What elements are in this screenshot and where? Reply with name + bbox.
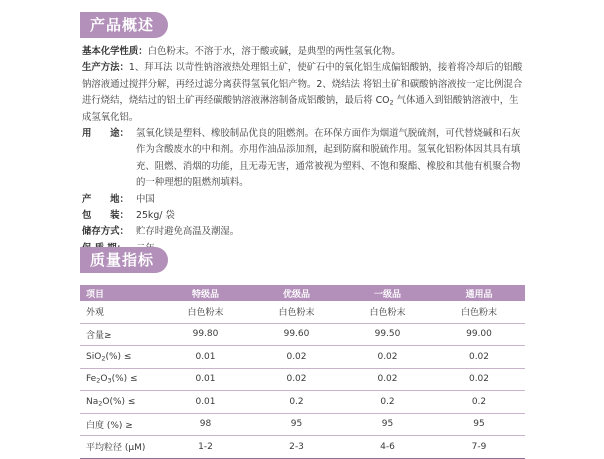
storage-text: 贮存时避免高温及潮湿。 (136, 226, 240, 238)
usage-text: 氢氧化镁是塑料、橡胶制品优良的阻燃剂。在环保方面作为烟道气脱硫剂，可代替烧碱和石灰作为含酸废水的中和剂。亦用作油品添加剂，起到防腐和脱硫作用。氢氧化铝粉体因其具有填充、阻燃、消烟的功能，且无毒无害，通常被视为塑料、不饱和聚酯、橡胶和其他有机聚合物的一种理想的阻燃剂填料。 (136, 128, 521, 189)
table-row (80, 323, 525, 346)
storage-row (82, 224, 527, 240)
formula-part: SiO (86, 351, 102, 362)
table-cell: 0.02 (433, 368, 525, 391)
usage-label: 用 途： (82, 128, 129, 140)
formula-subscript: 2 (98, 399, 103, 408)
table-cell: 0.01 (160, 368, 251, 391)
table-row (80, 346, 525, 369)
row-label-sio2 (80, 346, 160, 369)
formula-subscript: 2 (96, 376, 101, 385)
column-header-item: 项目 (80, 285, 160, 301)
formula-part: O(%) ≤ (102, 396, 136, 407)
table-cell: 99.80 (160, 323, 251, 346)
table-cell: 0.02 (251, 368, 342, 391)
table-cell: 0.2 (342, 391, 433, 414)
production-method-text: 1、拜耳法 以苛性钠溶液热处理铝土矿，使矿石中的氧化铝生成偏铝酸钠，接着将冷却后的铝酸钠溶液通过搅拌分解，再经过滤分离获得氢氧化铝产物。2、烧结法 将铝土矿和碳酸钠溶液按一定比例混合进行烧结，烧结过的铝土矿再经碳酸钠溶液淋溶制备成铝酸钠，最后将 CO (82, 62, 523, 107)
table-row (80, 301, 525, 323)
basic-property-text: 白色粉末。不溶于水，溶于酸或碱，是典型的两性氢氧化物。 (147, 46, 401, 57)
column-header-superior: 优级品 (251, 285, 342, 301)
table-cell: 白色粉末 (160, 301, 251, 323)
formula-part: (%) ≤ (111, 374, 138, 385)
row-label-whiteness: 白度 (%) ≥ (80, 413, 160, 436)
formula-subscript: 3 (107, 376, 112, 385)
package-row (82, 208, 527, 224)
table-row (80, 413, 525, 436)
production-method-row (82, 60, 527, 126)
table-cell: 95 (342, 413, 433, 436)
table-cell: 1-2 (160, 436, 251, 459)
storage-label: 储存方式： (82, 226, 129, 238)
formula-part: O (100, 374, 108, 385)
table-cell: 7-9 (433, 436, 525, 459)
table-row (80, 391, 525, 414)
table-cell: 0.02 (251, 346, 342, 369)
row-label-fe2o3 (80, 368, 160, 391)
basic-property-label: 基本化学性质： (82, 46, 148, 57)
formula-subscript: 2 (101, 354, 106, 363)
overview-section-header (80, 12, 168, 38)
formula-part: Na (86, 396, 99, 407)
quality-heading: 质量指标 (90, 251, 155, 269)
table-cell: 99.60 (251, 323, 342, 346)
co2-subscript: 2 (389, 98, 394, 107)
table-row (80, 436, 525, 459)
formula-part: Fe (86, 374, 97, 385)
origin-row (82, 192, 527, 208)
table-cell: 白色粉末 (251, 301, 342, 323)
column-header-general: 通用品 (433, 285, 525, 301)
usage-row (82, 126, 527, 192)
row-label-particle-size: 平均粒径 (μM) (80, 436, 160, 459)
row-label-na2o (80, 391, 160, 414)
table-cell: 95 (433, 413, 525, 436)
production-method-text-end: 气体通入到铝酸钠溶液中，生成氢氧化铝。 (82, 95, 519, 123)
overview-heading: 产品概述 (90, 16, 155, 34)
table-cell: 0.01 (160, 346, 251, 369)
table-cell: 0.02 (342, 368, 433, 391)
table-cell: 98 (160, 413, 251, 436)
table-cell: 95 (251, 413, 342, 436)
table-cell: 白色粉末 (342, 301, 433, 323)
column-header-first-grade: 一级品 (342, 285, 433, 301)
table-row (80, 368, 525, 391)
table-cell: 0.01 (160, 391, 251, 414)
quality-section-header (80, 247, 168, 273)
table-cell: 0.2 (251, 391, 342, 414)
origin-text: 中国 (136, 193, 155, 205)
table-cell: 2-3 (251, 436, 342, 459)
basic-property-row (82, 44, 527, 60)
package-text: 25kg/ 袋 (136, 210, 175, 222)
table-cell: 0.02 (433, 346, 525, 369)
table-cell: 白色粉末 (433, 301, 525, 323)
row-label-appearance: 外观 (80, 301, 160, 323)
origin-label: 产 地： (82, 193, 129, 205)
row-label-content: 含量≥ (80, 323, 160, 346)
formula-part: (%) ≤ (105, 351, 132, 362)
quality-spec-table (80, 285, 525, 459)
table-cell: 0.2 (433, 391, 525, 414)
overview-body (82, 44, 527, 257)
package-label: 包 装： (82, 210, 129, 222)
table-header-row (80, 285, 525, 301)
column-header-premium: 特级品 (160, 285, 251, 301)
production-method-label: 生产方法： (82, 62, 129, 74)
table-cell: 99.50 (342, 323, 433, 346)
table-cell: 99.00 (433, 323, 525, 346)
table-cell: 0.02 (342, 346, 433, 369)
table-cell: 4-6 (342, 436, 433, 459)
